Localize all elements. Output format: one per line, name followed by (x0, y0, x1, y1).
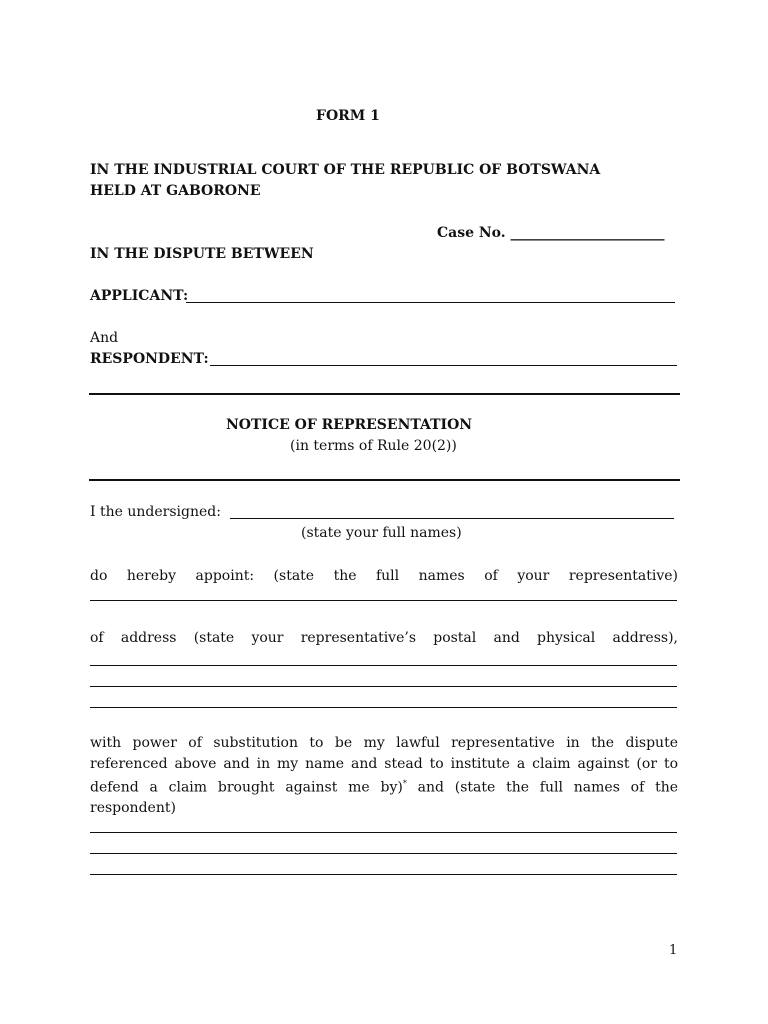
respondent-names-line-1[interactable] (90, 832, 677, 833)
applicant-label: APPLICANT: (90, 288, 189, 304)
footnote-marker: * (402, 779, 407, 788)
representative-name-line[interactable] (90, 600, 677, 601)
undersigned-label: I the undersigned: (90, 504, 221, 520)
respondent-names-line-2[interactable] (90, 853, 677, 854)
court-name: IN THE INDUSTRIAL COURT OF THE REPUBLIC OF BOTSWANA (90, 162, 601, 178)
respondent-label: RESPONDENT: (90, 351, 209, 367)
notice-subtitle: (in terms of Rule 20(2)) (290, 438, 457, 454)
undersigned-line[interactable] (230, 518, 674, 519)
appoint-line: do hereby appoint: (state the full names of your representative) (90, 568, 678, 584)
substitution-paragraph: with power of substitution to be my lawful representative in the dispute referenced above and in my name and stead to institute a claim against (or to defend a claim brought against me by)* and (state the full names of the respondent) (90, 735, 679, 817)
respondent-names-line-3[interactable] (90, 874, 677, 875)
divider-bottom (89, 479, 680, 481)
court-location: HELD AT GABORONE (90, 183, 261, 199)
and-label: And (90, 330, 119, 346)
address-line: of address (state your representative’s postal and physical address), (90, 630, 678, 646)
address-line-2[interactable] (90, 686, 677, 687)
case-number-field[interactable]: Case No. ______________________ (437, 225, 665, 241)
address-line-3[interactable] (90, 707, 677, 708)
form-title: FORM 1 (316, 108, 380, 124)
full-names-hint: (state your full names) (301, 525, 462, 541)
notice-title: NOTICE OF REPRESENTATION (226, 417, 473, 433)
divider-top (89, 393, 680, 395)
page-number: 1 (669, 943, 678, 958)
address-line-1[interactable] (90, 665, 677, 666)
dispute-heading: IN THE DISPUTE BETWEEN (90, 246, 314, 262)
applicant-line[interactable] (186, 302, 675, 303)
respondent-line[interactable] (210, 365, 677, 366)
